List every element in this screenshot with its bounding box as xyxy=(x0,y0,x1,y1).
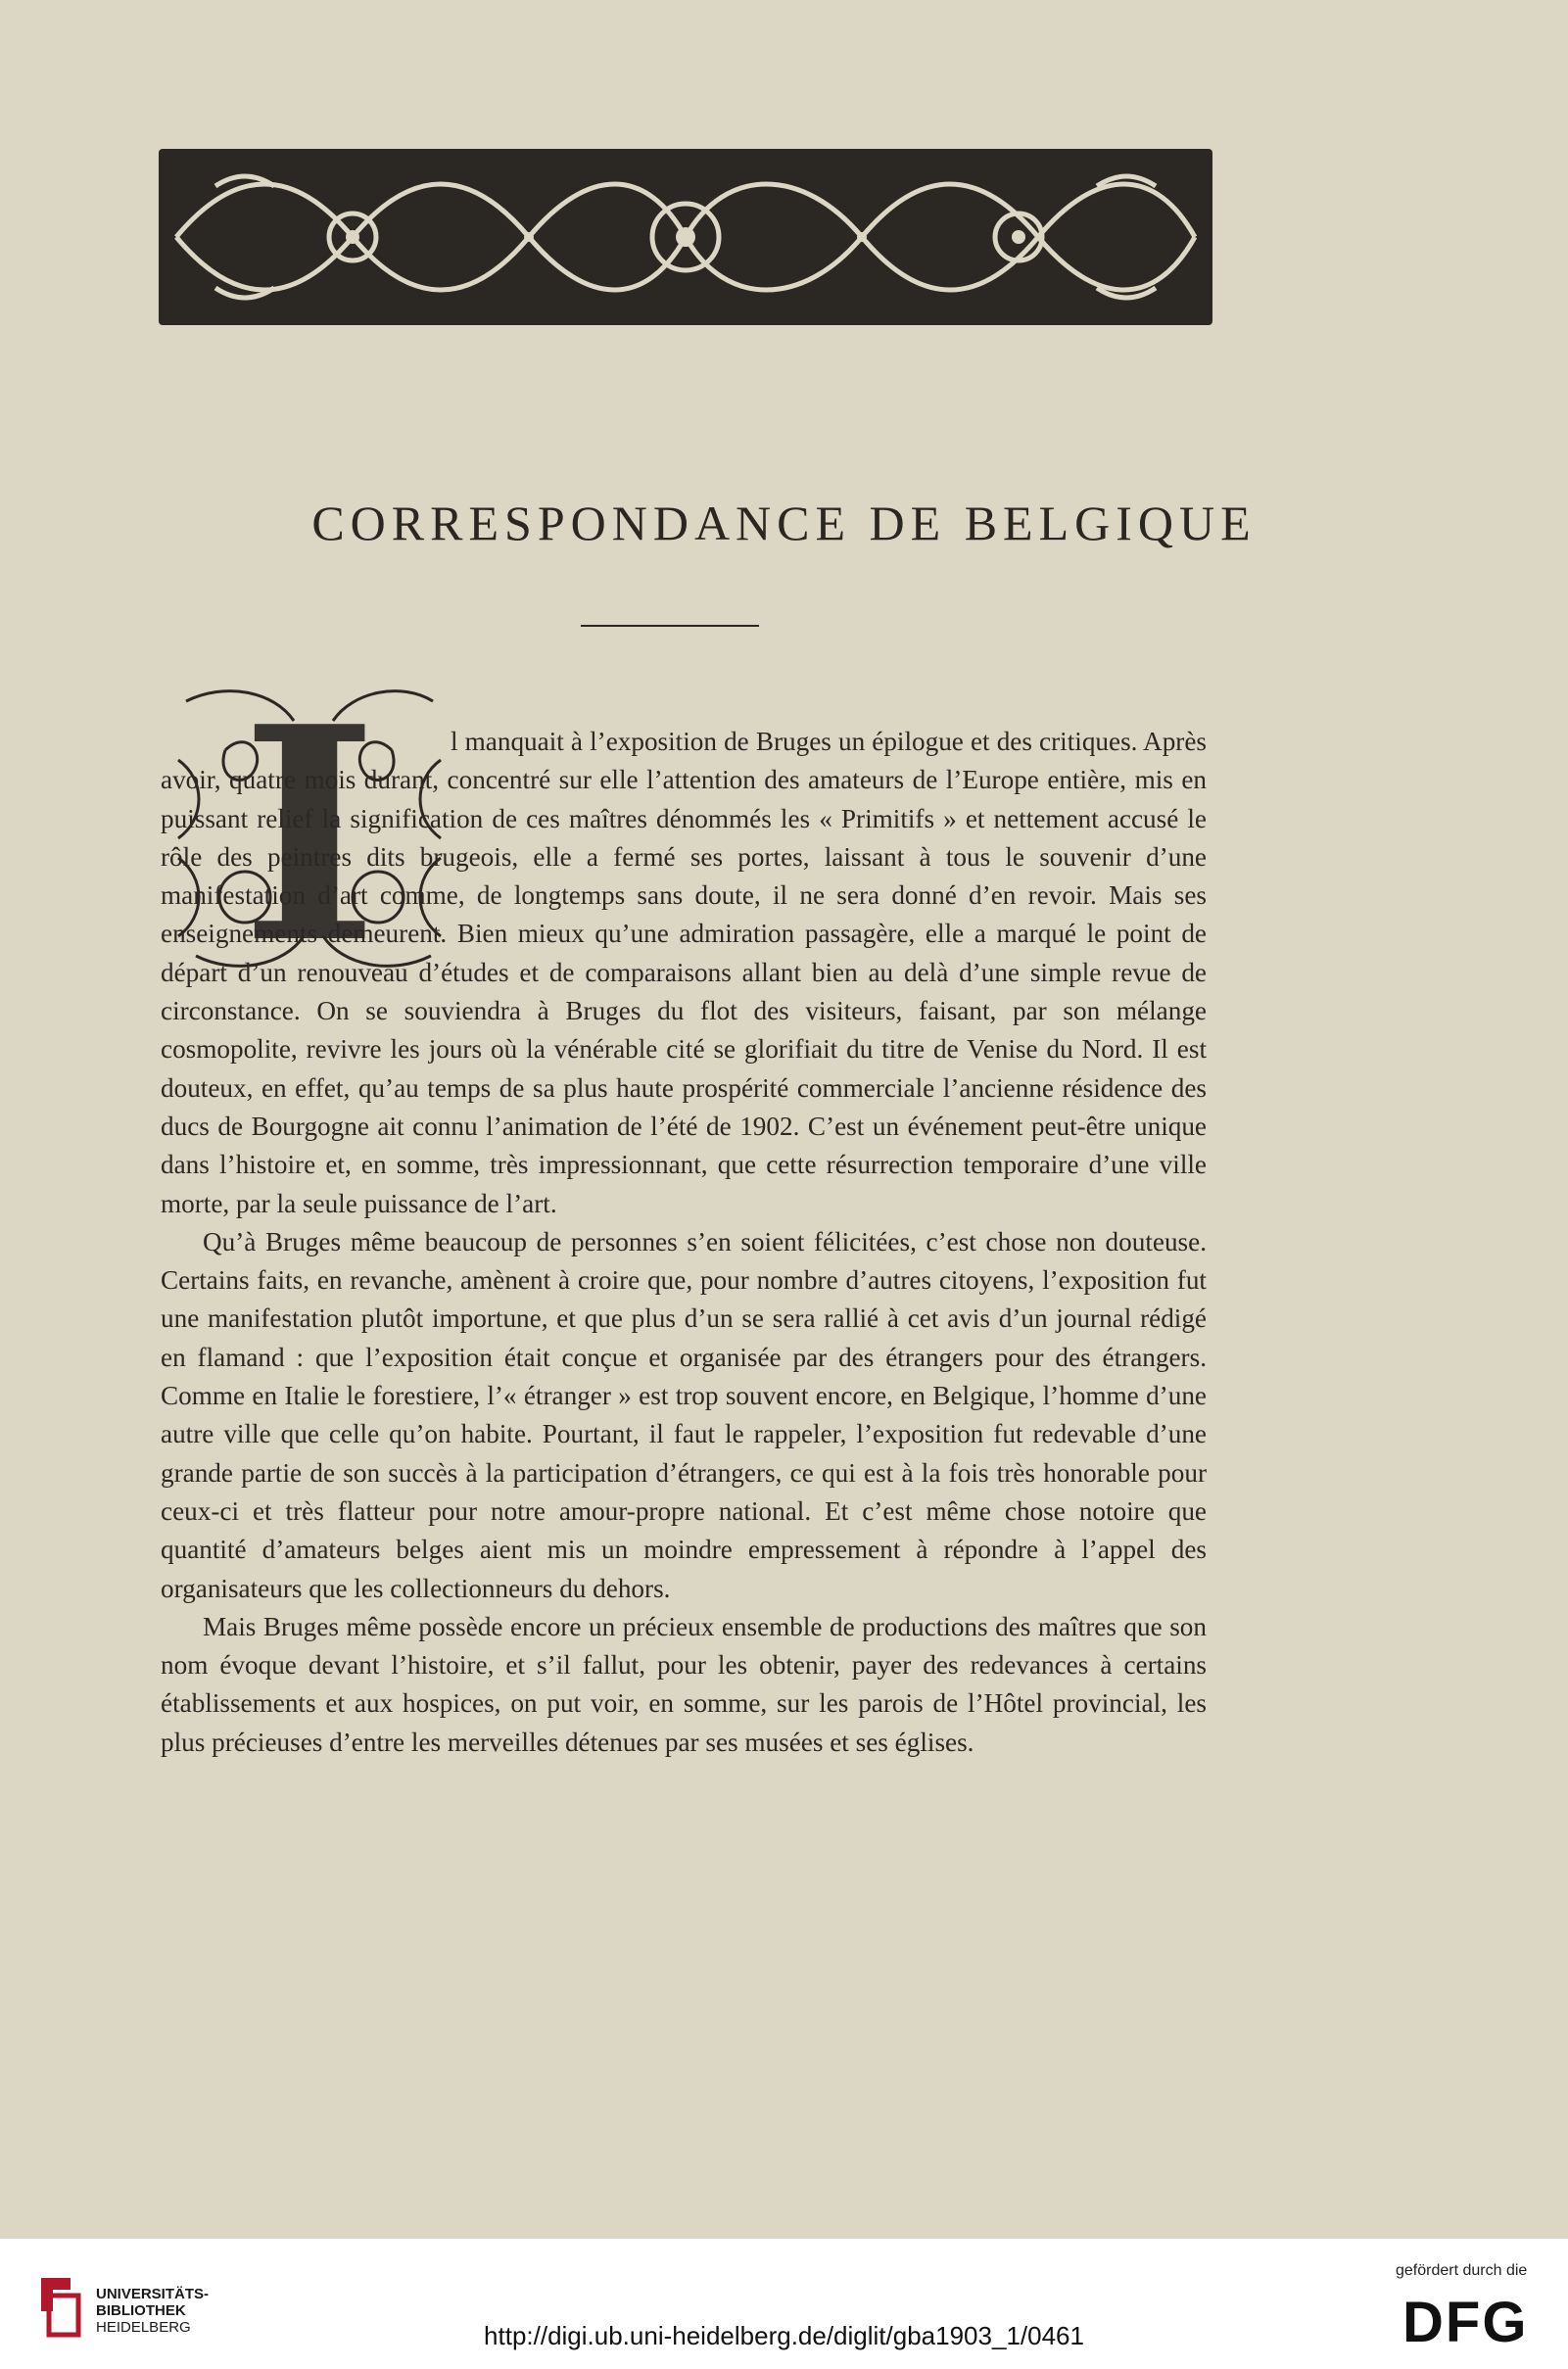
decorative-headpiece-ornament xyxy=(157,147,1214,327)
title-rule xyxy=(581,625,759,627)
article-title: CORRESPONDANCE DE BELGIQUE xyxy=(311,496,1257,550)
article-body xyxy=(161,723,1207,1762)
library-line-3: HEIDELBERG xyxy=(96,2319,191,2336)
dfg-logo: DFG xyxy=(1402,2291,1529,2354)
library-line-2: BIBLIOTHEK xyxy=(96,2302,186,2319)
paragraph-2: Qu’à Bruges même beaucoup de personnes s’en soient félicitées, c’est chose non douteuse. Certains faits, en revanche, amènent à croire que, pour nombre d’autres citoyens, l’exposition fut une manifestation plutôt importune, et que plus d’un se sera rallié à cet avis d’un journal rédigé en flamand : que l’exposition était conçue et organisée par des étrangers pour des étrangers. Comme en Italie le forestiere, l’« étranger » est trop souvent encore, en Belgique, l’homme d’une autre ville que celle qu’on habite. Pourtant, il faut le rappeler, l’exposition fut redevable d’une grande partie de son succès à la participation d’étrangers, ce qui est à la fois très honorable pour ceux-ci et très flatteur pour notre amour-propre national. Et c’est même chose notoire que quantité d’amateurs belges aient mis un moindre empressement à répondre à l’appel des organisateurs que les collectionneurs du dehors. xyxy=(161,1226,1207,1603)
source-url-link[interactable]: http://digi.ub.uni-heidelberg.de/diglit/gba1903_1/0461 xyxy=(484,2321,1084,2350)
paragraph-3: Mais Bruges même possède encore un précieux ensemble de productions des maîtres que son nom évoque devant l’histoire, et s’il fallut, pour les obtenir, payer des redevances à certains établissements et aux hospices, on put voir, en somme, sur les parois de l’Hôtel provincial, les plus précieuses d’entre les merveilles détenues par ses musées et ses églises. xyxy=(161,1611,1207,1757)
drop-cap-letter: I xyxy=(240,682,379,975)
funding-note: gefördert durch die xyxy=(1396,2262,1528,2279)
library-line-1: UNIVERSITÄTS- xyxy=(96,2286,210,2302)
paragraph-1: l manquait à l’exposition de Bruges un épilogue et des critiques. Après avoir, quatre mois durant, concentré sur elle l’attention des amateurs de l’Europe entière, mis en puissant relief la signification de ces maîtres dénommés les « Primitifs » et nettement accusé le rôle des peintres dits brugeois, elle a fermé ses portes, laissant à tous le souvenir d’une manifestation d’art comme, de longtemps sans doute, il ne sera donné d’en revoir. Mais ses enseignements demeurent. Bien mieux qu’une admiration passagère, elle a marqué le point de départ d’un renouveau d’études et de comparaisons allant bien au delà d’une simple revue de circonstance. On se souviendra à Bruges du flot des visiteurs, faisant, par son mélange cosmopolite, revivre les jours où la vénérable cité se glorifiait du titre de Venise du Nord. Il est douteux, en effet, qu’au temps de sa plus haute prospérité commerciale l’ancienne résidence des ducs de Bourgogne ait connu l’animation de l’été de 1902. C’est un événement peut-être unique dans l’histoire et, en somme, très impressionnant, que cette résurrection temporaire d’une ville morte, par la seule puissance de l’art. xyxy=(161,727,1207,1218)
